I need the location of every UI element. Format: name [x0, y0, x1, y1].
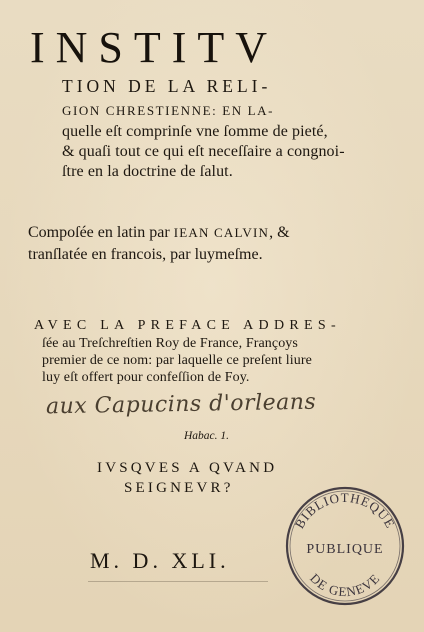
epigraph-line-1: IVSQVES A QVAND	[97, 460, 278, 476]
stamp-top-text: BIBLIOTHEQUE	[291, 489, 399, 531]
epigraph-reference: Habac. 1.	[184, 430, 230, 442]
stamp-bottom-text: DE GENEVE	[307, 570, 383, 600]
author-post: , &	[269, 224, 290, 241]
intro-line-4: ſtre en la doctrine de ſalut.	[62, 163, 233, 180]
author-pre: Compoſée en latin par	[28, 224, 174, 241]
preface-line-3: premier de ce nom: par laquelle ce preſent liure	[42, 353, 312, 368]
svg-text:DE GENEVE	[307, 570, 383, 599]
stamp-middle-text: PUBLIQUE	[306, 542, 384, 557]
intro-line-2: quelle eſt comprinſe vne ſomme de pieté,	[62, 123, 328, 140]
intro-line-1: GION CHRESTIENNE: EN LA-	[62, 103, 275, 118]
intro-line-3: & quaſi tout ce qui eſt neceſſaire a congnoi-	[62, 143, 345, 160]
library-stamp	[282, 483, 408, 609]
book-title-line-1: INSTITV	[30, 23, 279, 72]
stamp-seal-icon	[282, 483, 408, 609]
handwritten-inscription: aux Capucins d'orleans	[45, 389, 317, 420]
author-name: IEAN CALVIN	[173, 225, 270, 240]
preface-line-1: AVEC LA PREFACE ADDRES-	[34, 318, 341, 333]
book-title-line-2: TION DE LA RELI-	[62, 76, 272, 96]
author-line-1	[28, 224, 290, 242]
epigraph-line-2: SEIGNEVR?	[124, 480, 234, 496]
preface-line-2: ſée au Treſchreſtien Roy de France, Françoys	[42, 336, 298, 351]
publication-date: M. D. XLI.	[90, 548, 230, 573]
date-divider	[88, 581, 268, 582]
preface-line-4: luy eſt offert pour confeſſion de Foy.	[42, 370, 250, 385]
svg-text:BIBLIOTHEQUE	[292, 490, 399, 531]
author-line-2: tranſlatée en francois, par luymeſme.	[28, 246, 263, 263]
